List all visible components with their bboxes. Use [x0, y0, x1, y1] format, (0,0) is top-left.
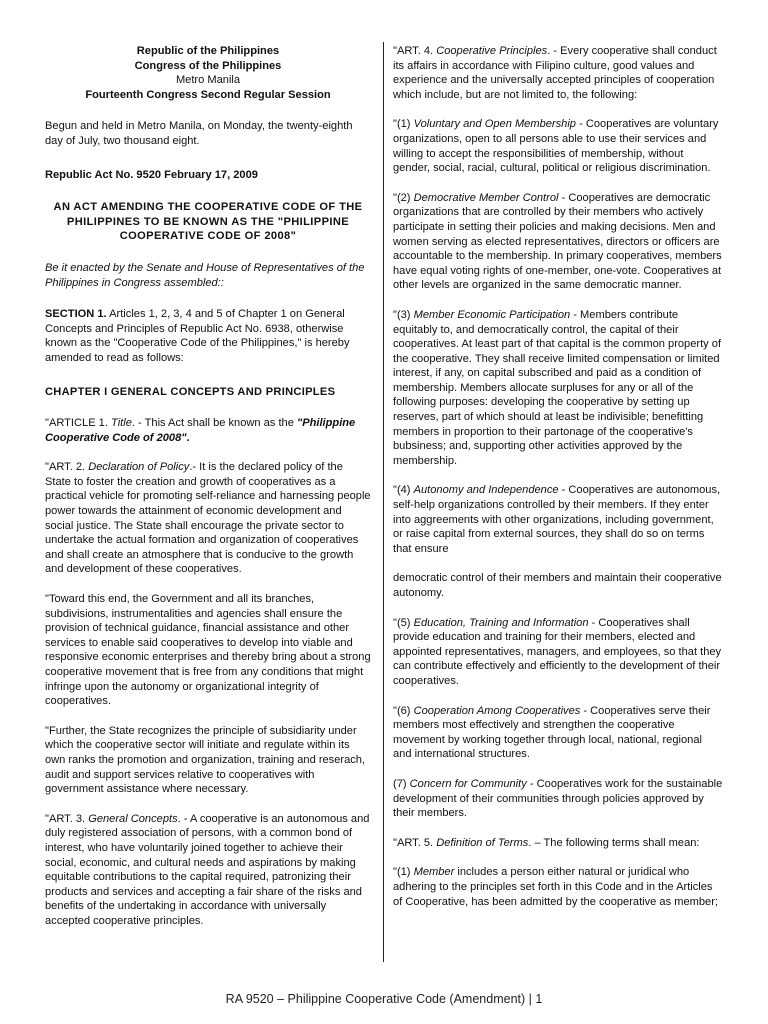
- principle-7-title: Concern for Community: [409, 777, 527, 790]
- article-1-prefix: "ARTICLE 1.: [45, 417, 112, 430]
- article-5-title: Definition of Terms: [436, 836, 529, 849]
- section-1-paragraph: [45, 307, 371, 365]
- republic-act-number: Republic Act No. 9520 February 17, 2009: [45, 168, 258, 181]
- header-location: Metro Manila: [175, 74, 241, 87]
- principle-7-paragraph: [393, 777, 723, 821]
- article-5-text: . – The following terms shall mean:: [528, 836, 700, 849]
- principle-5-paragraph: [393, 616, 723, 689]
- principle-1-text: - Cooperatives are voluntary organizations, open to all persons able to use their services and willing to accept the responsibilities of membership, without gender, social, racial, cultural, political or religious discrimination.: [393, 118, 719, 175]
- principle-2-title: Democrative Member Control: [413, 191, 559, 204]
- principle-2-paragraph: [393, 191, 723, 293]
- header-republic: Republic of the Philippines: [136, 45, 280, 57]
- principle-5-prefix: "(5): [393, 616, 414, 629]
- enacting-clause: Be it enacted by the Senate and House of Representatives of the Philippines in Congress assembled::: [45, 261, 365, 289]
- principle-2-prefix: "(2): [393, 191, 414, 204]
- article-5-prefix: "ART. 5.: [393, 836, 437, 849]
- principle-6-paragraph: [393, 704, 723, 762]
- left-column: [45, 44, 371, 929]
- principle-7-text: - Cooperatives work for the sustainable development of their communities through policies approved by their members.: [393, 777, 723, 820]
- principle-5-title: Education, Training and Information: [413, 616, 589, 629]
- article-1-mid: . - This Act shall be known as the: [131, 417, 297, 430]
- article-3-prefix: "ART. 3.: [45, 812, 89, 825]
- section-1-text: Articles 1, 2, 3, 4 and 5 of Chapter 1 on General Concepts and Principles of Republic Act No. 6938, otherwise known as the "Cooperative Code of the Philippines," is hereby amended to read as follows:: [45, 308, 350, 364]
- section-1-label: SECTION 1.: [45, 308, 107, 321]
- chapter-heading: CHAPTER I GENERAL CONCEPTS AND PRINCIPLES: [45, 385, 336, 398]
- article-4-prefix: "ART. 4.: [393, 45, 437, 57]
- article-1-paragraph: [45, 416, 371, 445]
- article-2-prefix: "ART. 2.: [45, 461, 89, 474]
- principle-1-prefix: "(1): [393, 118, 414, 131]
- article-5-paragraph: [393, 836, 723, 851]
- definition-1-text: includes a person either natural or juridical who adhering to the principles set forth in this Code and in the Articles of Cooperative, has been admitted by the cooperative as member;: [393, 866, 718, 908]
- article-3-title: General Concepts: [88, 812, 178, 825]
- article-4-title: Cooperative Principles: [436, 45, 548, 57]
- intro-paragraph: Begun and held in Metro Manila, on Monday, the twenty-eighth day of July, two thousand eight.: [45, 120, 353, 147]
- article-4-text: . - Every cooperative shall conduct its affairs in accordance with Filipino culture, good values and experience and the universally accepted principles of cooperation which include, but are not limited to, the following:: [393, 45, 717, 101]
- article-2-paragraph: [45, 460, 371, 577]
- principle-3-title: Member Economic Participation: [413, 308, 571, 321]
- principle-4-prefix: "(4): [393, 484, 414, 497]
- principle-2-text: - Cooperatives are democratic organizations that are controlled by their members who actively participate in setting their policies and making decisions. Men and women serving as elected representatives, directors or officers are accountable to the membership. In primary cooperatives, members have equal voting rights of one-member, one-vote. Cooperatives at other levels are organized in the same democratic manner.: [393, 191, 722, 292]
- principle-4-text: - Cooperatives are autonomous, self-help organizations controlled by their members. If they enter into aggreements with other organizations, including government, or raise capital from external sources, they shall do so on terms that ensure: [393, 484, 721, 555]
- header-session: Fourteenth Congress Second Regular Session: [85, 88, 331, 101]
- principle-5-text: - Cooperatives shall provide education and training for their members, elected and appointed representatives, managers, and employees, so that they can contribute effectively and efficiently to the development of their cooperatives.: [393, 616, 722, 687]
- article-1-code-name: "Philippine Cooperative Code of 2008": [45, 417, 356, 444]
- page-footer: RA 9520 – Philippine Cooperative Code (Amendment) | 1: [225, 992, 543, 1006]
- definition-1-paragraph: [393, 865, 723, 909]
- article-2-title: Declaration of Policy: [88, 461, 190, 474]
- principle-4-paragraph: [393, 483, 723, 556]
- definition-1-term: Member: [413, 866, 455, 879]
- definition-1-prefix: "(1): [393, 866, 414, 879]
- principle-7-prefix: (7): [393, 777, 410, 790]
- principle-3-prefix: "(3): [393, 308, 414, 321]
- principle-3-text: - Members contribute equitably to, and democratically control, the capital of their cooperatives. At least part of that capital is the common property of the cooperative. They shall receive limited compensation or limited interest, if any, on capital subscribed and paid as a condition of membership. Members allocate surpluses for any or all of the following purposes: developing the cooperative by setting up reserves, part of which should at least be indivisible; benefitting members in proportion to their partonage of the cooperative's bubsiness; and, supporting other activities approved by the membership.: [393, 308, 722, 467]
- principle-6-text: - Cooperatives serve their members most effectively and strengthen the cooperative movement by working together through local, national, regional and international structures.: [393, 704, 711, 761]
- principle-1-paragraph: [393, 117, 723, 175]
- right-column: [393, 44, 723, 909]
- article-2-text: .- It is the declared policy of the State to foster the creation and growth of cooperatives as a practical vehicle for promoting self-reliance and harnessing people power towards the attainment of economic development and social justice. The State shall encourage the private sector to undertake the actual formation and organization of cooperatives and shall create an atmosphere that is conducive to the growth and development of these cooperatives.: [45, 461, 371, 576]
- header-congress: Congress of the Philippines: [134, 59, 282, 72]
- principle-6-prefix: "(6): [393, 704, 414, 717]
- principle-4-continuation: democratic control of their members and maintain their cooperative autonomy.: [393, 572, 722, 599]
- act-title: AN ACT AMENDING THE COOPERATIVE CODE OF THE PHILIPPINES TO BE KNOWN AS THE "PHILIPPINE COOPERATIVE CODE OF 2008": [53, 201, 363, 243]
- article-2-third-paragraph: "Further, the State recognizes the principle of subsidiarity under which the cooperative sector will initiate and regulate within its own ranks the promotion and organization, training and reserach, audit and support services relative to cooperatives with government assistance where necessary.: [45, 724, 366, 796]
- column-divider: [383, 42, 384, 962]
- article-1-title: Title: [111, 417, 132, 430]
- article-4-paragraph: [393, 44, 723, 102]
- article-3-text: . - A cooperative is an autonomous and duly registered association of persons, with a common bond of interest, who have voluntarily joined together to achieve their social, economic, and cultural needs and aspirations by making equitable contributions to the capital required, patronizing their products and services and accepting a fair share of the risks and benefits of the undertaking in accordance with universally accepted cooperative principles.: [45, 812, 370, 927]
- principle-3-paragraph: [393, 308, 723, 469]
- article-3-paragraph: [45, 812, 371, 929]
- principle-6-title: Cooperation Among Cooperatives: [413, 704, 581, 717]
- principle-1-title: Voluntary and Open Membership: [413, 118, 576, 131]
- principle-4-title: Autonomy and Independence: [413, 484, 559, 497]
- article-1-end: .: [186, 431, 190, 444]
- article-2-second-paragraph: "Toward this end, the Government and all its branches, subdivisions, instrumentalities and agencies shall ensure the provision of technical guidance, financial assistance and other services to enable said cooperatives to develop into viable and responsive economic enterprises and thereby bring about a strong cooperative movement that is free from any conditions that might infringe upon the autonomy or organizational integrity of cooperatives.: [45, 593, 371, 708]
